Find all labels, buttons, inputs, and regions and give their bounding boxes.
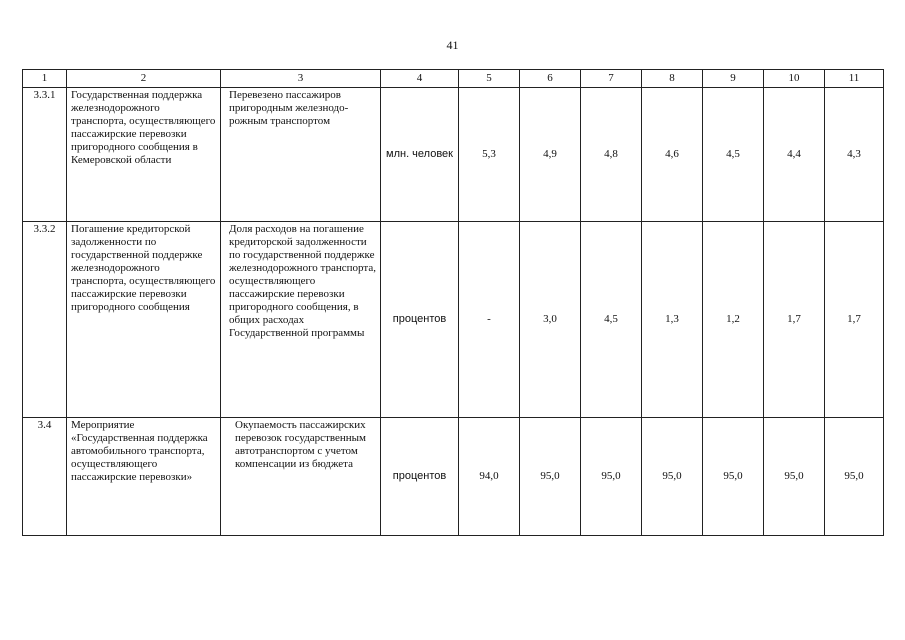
row-value: 95,0: [764, 418, 825, 536]
header-row: [23, 70, 884, 88]
row-value: 1,7: [825, 222, 884, 418]
table-row: [23, 222, 884, 418]
header-cell: 4: [381, 70, 459, 88]
header-cell: 3: [221, 70, 381, 88]
row-value: 95,0: [825, 418, 884, 536]
row-value: 95,0: [703, 418, 764, 536]
row-value: 3,0: [520, 222, 581, 418]
row-value: 94,0: [459, 418, 520, 536]
row-value: 1,2: [703, 222, 764, 418]
header-cell: 5: [459, 70, 520, 88]
row-value: 4,5: [703, 88, 764, 222]
row-value: 95,0: [642, 418, 703, 536]
row-indicator: Доля расходов на погашение кредиторской задолженности по государственной поддержке железнодорожного транспорта, осуществляющего пассажирские перевозки пригородного сообщения, в общих расходах Государственной программы: [221, 222, 381, 418]
row-name: Государственная поддержка железнодорожного транспорта, осуществляющего пассажирские перевозки пригородного сообщения в Кемеровской области: [67, 88, 221, 222]
row-value: 4,8: [581, 88, 642, 222]
row-value: 1,3: [642, 222, 703, 418]
header-cell: 7: [581, 70, 642, 88]
row-value: 4,3: [825, 88, 884, 222]
row-id: 3.3.2: [23, 222, 67, 418]
table-row: [23, 88, 884, 222]
table-row: [23, 418, 884, 536]
row-value: -: [459, 222, 520, 418]
row-value: 95,0: [520, 418, 581, 536]
header-cell: 1: [23, 70, 67, 88]
row-id: 3.4: [23, 418, 67, 536]
row-value: 4,5: [581, 222, 642, 418]
row-value: 5,3: [459, 88, 520, 222]
header-cell: 8: [642, 70, 703, 88]
header-cell: 11: [825, 70, 884, 88]
row-value: 4,9: [520, 88, 581, 222]
header-cell: 6: [520, 70, 581, 88]
row-value: 4,6: [642, 88, 703, 222]
header-cell: 10: [764, 70, 825, 88]
row-indicator: Перевезено пассажиров пригородным железнодо-рожным транспортом: [221, 88, 381, 222]
header-cell: 2: [67, 70, 221, 88]
row-value: 1,7: [764, 222, 825, 418]
row-value: 4,4: [764, 88, 825, 222]
row-value: 95,0: [581, 418, 642, 536]
page-number: 41: [446, 38, 459, 52]
row-name: Мероприятие «Государственная поддержка автомобильного транспорта, осуществляющего пассажирские перевозки»: [67, 418, 221, 536]
row-unit: процентов: [381, 222, 459, 418]
row-id: 3.3.1: [23, 88, 67, 222]
row-name: Погашение кредиторской задолженности по государственной поддержке железнодорожного транспорта, осуществляющего пассажирские перевозки пригородного сообщения: [67, 222, 221, 418]
row-indicator: Окупаемость пассажирских перевозок государственным автотранспортом с учетом компенсации из бюджета: [221, 418, 381, 536]
header-cell: 9: [703, 70, 764, 88]
row-unit: процентов: [381, 418, 459, 536]
row-unit: млн. человек: [381, 88, 459, 222]
indicators-table: [22, 69, 884, 536]
